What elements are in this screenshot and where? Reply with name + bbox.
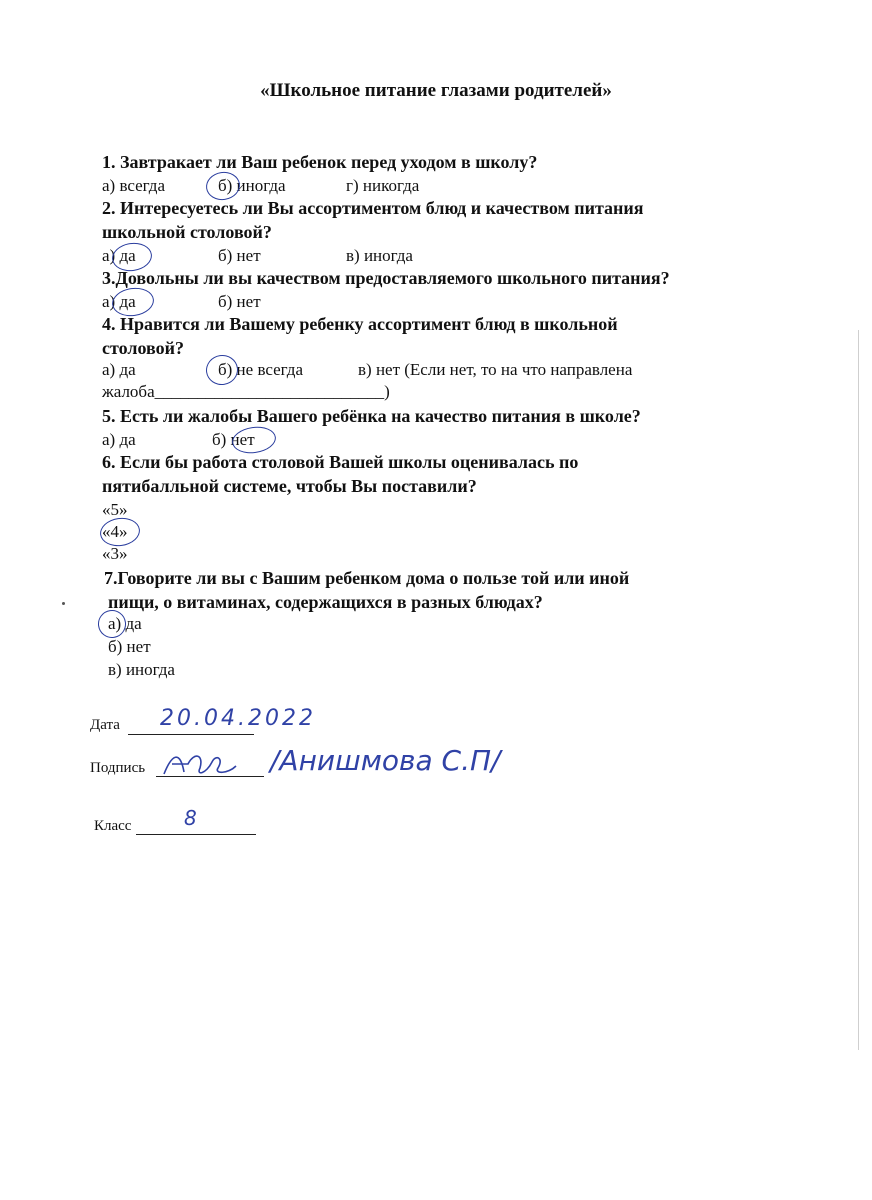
question-1-options	[0, 176, 872, 198]
question-7-line1: 7.Говорите ли вы с Вашим ребенком дома о пользе той или иной	[104, 568, 630, 588]
scan-dot	[62, 602, 65, 605]
question-3-options	[0, 292, 872, 314]
date-label: Дата	[90, 717, 120, 733]
q4-option-c: в) нет (Если нет, то на что направлена	[358, 360, 633, 379]
question-4-line1: 4. Нравится ли Вашему ребенку ассортимент блюд в школьной	[102, 314, 618, 334]
question-6-line1: 6. Если бы работа столовой Вашей школы оценивалась по	[102, 452, 579, 472]
question-2-line1: 2. Интересуетесь ли Вы ассортиментом блюд и качеством питания	[102, 198, 644, 218]
q6-option-5: «5»	[102, 500, 128, 519]
question-6-line2: пятибалльной системе, чтобы Вы поставили?	[102, 476, 477, 496]
question-5-options	[0, 430, 872, 452]
q1-option-b: б) иногда	[218, 176, 286, 195]
q4-option-b: б) не всегда	[218, 360, 303, 379]
question-2-options	[0, 246, 872, 268]
q7-option-c: в) иногда	[108, 660, 175, 679]
signature-name: /Анишмова С.П/	[270, 744, 501, 777]
class-underline	[136, 834, 256, 835]
question-1: 1. Завтракает ли Ваш ребенок перед уходом в школу?	[102, 152, 538, 172]
q4-complaint: жалоба___________________________)	[102, 382, 390, 401]
q7-option-a: а) да	[108, 614, 142, 633]
question-2-line2: школьной столовой?	[102, 222, 272, 242]
q3-option-a: а) да	[102, 292, 136, 311]
question-4-options	[0, 360, 872, 382]
class-label: Класс	[94, 818, 132, 834]
date-underline	[128, 734, 254, 735]
q2-option-c: в) иногда	[346, 246, 413, 265]
q1-option-c: г) никогда	[346, 176, 420, 195]
class-handwritten: 8	[184, 806, 197, 830]
signature-scribble	[158, 744, 258, 784]
question-7-line2: пищи, о витаминах, содержащихся в разных блюдах?	[108, 592, 543, 612]
question-4-line2: столовой?	[102, 338, 184, 358]
q1-option-a: а) всегда	[102, 176, 166, 195]
question-5: 5. Есть ли жалобы Вашего ребёнка на качество питания в школе?	[102, 406, 641, 426]
q6-option-4: «4»	[102, 522, 128, 541]
q6-option-3: «3»	[102, 544, 128, 563]
q5-option-a: а) да	[102, 430, 136, 449]
question-3: 3.Довольны ли вы качеством предоставляемого школьного питания?	[102, 268, 670, 288]
date-handwritten: 20.04.2022	[160, 706, 316, 731]
q7-option-b: б) нет	[108, 637, 151, 656]
q3-option-b: б) нет	[218, 292, 261, 311]
q5-option-b: б) нет	[212, 430, 255, 449]
scan-edge-line	[858, 330, 859, 1050]
page-title: «Школьное питание глазами родителей»	[260, 80, 612, 101]
q2-option-b: б) нет	[218, 246, 261, 265]
q2-option-a: а) да	[102, 246, 136, 265]
signature-label: Подпись	[90, 760, 146, 776]
q4-option-a: а) да	[102, 360, 136, 379]
